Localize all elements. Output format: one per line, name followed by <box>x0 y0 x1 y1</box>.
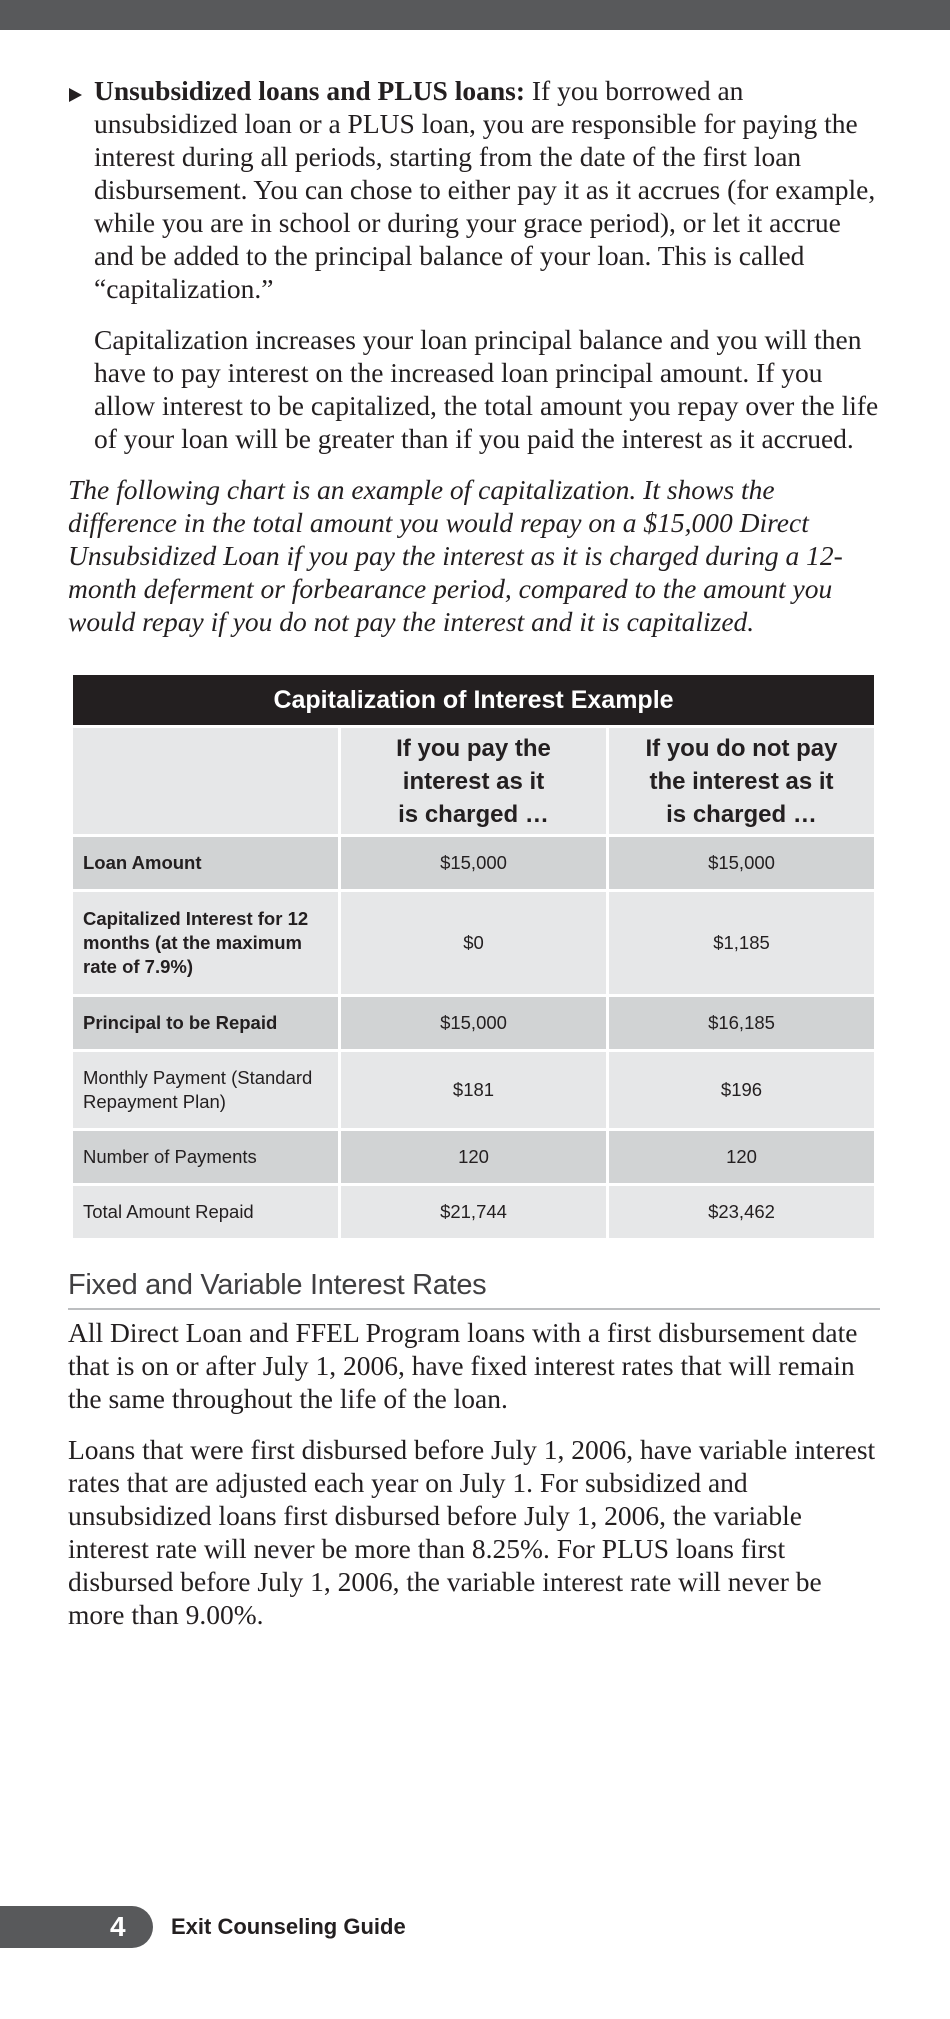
capitalization-table <box>70 672 877 1241</box>
row-value-unpaid: $196 <box>608 1051 876 1130</box>
row-label: Total Amount Repaid <box>72 1185 340 1240</box>
row-label: Capitalized Interest for 12 months (at the maximum rate of 7.9%) <box>72 891 340 996</box>
col2-line3: is charged … <box>666 800 817 828</box>
column-header-pay-interest <box>340 727 608 836</box>
fixed-rates-paragraph: All Direct Loan and FFEL Program loans with a first disbursement date that is on or after July 1, 2006, have fixed interest rates that will remain the same throughout the life of the loan. <box>68 1317 858 1414</box>
col1-line3: is charged … <box>398 800 549 828</box>
row-value-paid: $181 <box>340 1051 608 1130</box>
table-row <box>72 1130 876 1185</box>
bullet-item-unsubsidized <box>68 74 880 455</box>
chart-intro: The following chart is an example of capitalization. It shows the difference in the total amount you would repay on a $15,000 Direct Unsubsidized Loan if you pay the interest as it is charged during a 12-month deferment or forbearance period, compared to the amount you would repay if you do not pay the interest and it is capitalized. <box>68 474 843 637</box>
row-label: Monthly Payment (Standard Repayment Plan) <box>72 1051 340 1130</box>
row-value-unpaid: $16,185 <box>608 996 876 1051</box>
row-value-unpaid: $15,000 <box>608 836 876 891</box>
row-label: Number of Payments <box>72 1130 340 1185</box>
row-label: Loan Amount <box>72 836 340 891</box>
row-value-paid: $21,744 <box>340 1185 608 1240</box>
row-value-paid: $0 <box>340 891 608 996</box>
variable-rates-paragraph: Loans that were first disbursed before July 1, 2006, have variable interest rates that are adjusted each year on July 1. For subsidized and unsubsidized loans first disbursed before July 1, 2006, the variable interest rate will never be more than 8.25%. For PLUS loans first disbursed before July 1, 2006, the variable interest rate will never be more than 9.00%. <box>68 1434 876 1630</box>
row-value-unpaid: 120 <box>608 1130 876 1185</box>
table-title: Capitalization of Interest Example <box>72 674 876 727</box>
col2-line1: If you do not pay <box>645 734 838 762</box>
table-row <box>72 996 876 1051</box>
bullet-text: If you borrowed an unsubsidized loan or a PLUS loan, you are responsible for paying the interest during all periods, starting from the date of the first loan disbursement. You can chose to either pay it as it accrues (for example, while you are in school or during your grace period), or let it accrue and be added to the principal balance of your loan. This is called “capitalization.” <box>94 75 876 304</box>
row-value-paid: $15,000 <box>340 996 608 1051</box>
top-banner <box>0 0 950 30</box>
col2-line2: the interest as it <box>649 767 834 795</box>
table-row <box>72 836 876 891</box>
col1-line2: interest as it <box>402 767 545 795</box>
bullet-paragraph <box>94 74 880 305</box>
row-value-unpaid: $1,185 <box>608 891 876 996</box>
row-value-paid: 120 <box>340 1130 608 1185</box>
triangle-bullet-icon <box>69 88 82 102</box>
page-content <box>68 74 880 1631</box>
page-number: 4 <box>110 1911 126 1942</box>
footer-guide-title: Exit Counseling Guide <box>171 1914 406 1939</box>
capitalization-paragraph: Capitalization increases your loan principal balance and you will then have to pay interest on the increased loan principal amount. If you allow interest to be capitalized, the total amount you repay over the life of your loan will be greater than if you paid the interest as it accrued. <box>94 324 879 454</box>
row-label: Principal to be Repaid <box>72 996 340 1051</box>
row-value-paid: $15,000 <box>340 836 608 891</box>
section-heading-interest-rates: Fixed and Variable Interest Rates <box>68 1269 880 1310</box>
column-header-not-pay-interest <box>608 727 876 836</box>
bullet-lead: Unsubsidized loans and PLUS loans: <box>94 75 525 106</box>
table-row <box>72 1185 876 1240</box>
col1-line1: If you pay the <box>396 734 551 762</box>
table-row <box>72 891 876 996</box>
table-corner-cell <box>72 727 340 836</box>
table-row <box>72 1051 876 1130</box>
row-value-unpaid: $23,462 <box>608 1185 876 1240</box>
page-number-tab <box>0 1906 153 1948</box>
